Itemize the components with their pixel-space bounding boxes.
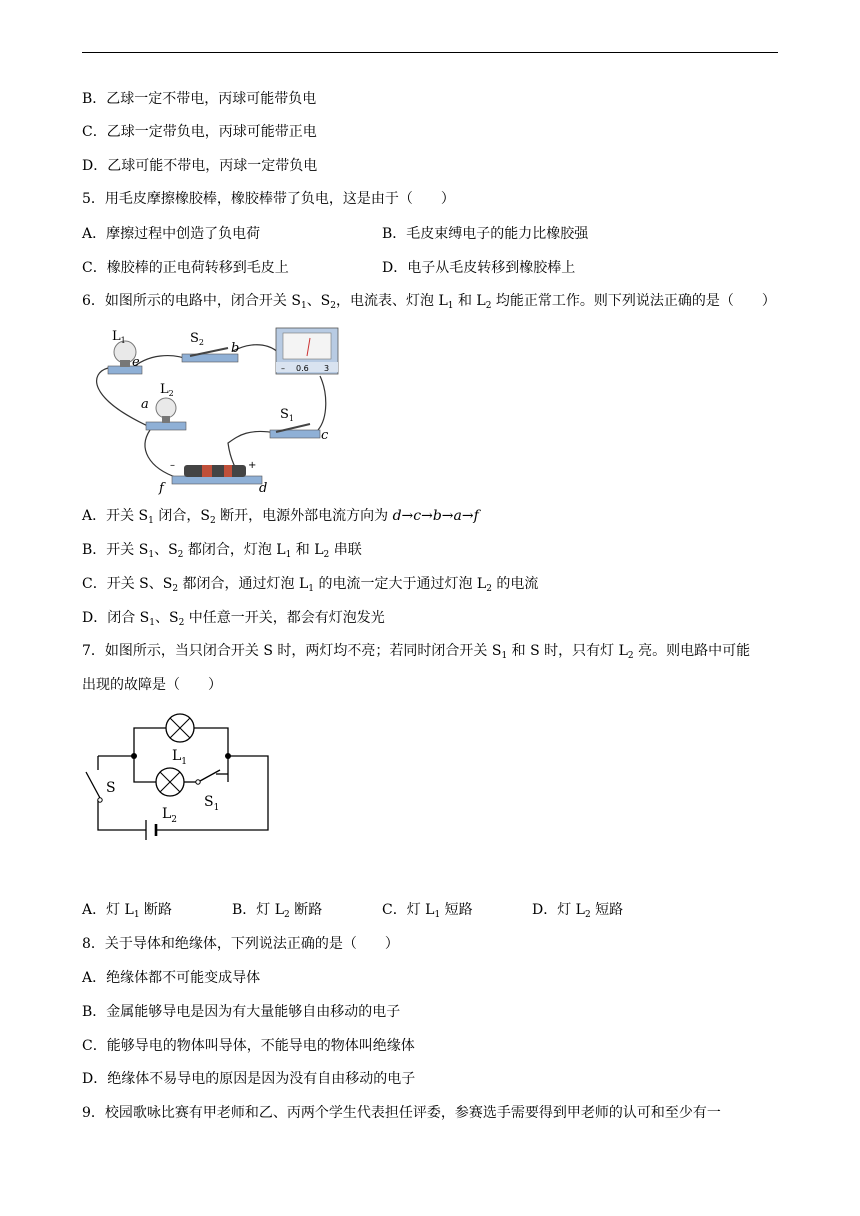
q6-label-s2: $S_2$ [190, 331, 204, 347]
q6-point-b: b [231, 341, 240, 356]
q7-stem-line1: 7．如图所示，当只闭合开关 S 时，两灯均不亮；若同时闭合开关 $S_1$ 和 S 时，只有灯 $L_2$ 亮。则电路中可能 [82, 643, 751, 661]
q7-option-a: A．灯 $L_1$ 断路 [82, 902, 173, 920]
q6-label-l2: $L_2$ [160, 382, 174, 398]
q6-label-s1: $S_1$ [280, 407, 294, 423]
q8-option-a: A．绝缘体都不可能变成导体 [82, 970, 261, 986]
q6-circuit-figure [78, 318, 350, 500]
q6-switch-s2 [182, 348, 238, 362]
q6-label-l1: $L_1$ [112, 329, 126, 345]
q8-option-c: C．能够导电的物体叫导体，不能导电的物体叫绝缘体 [82, 1038, 415, 1054]
q6-meter-06: 0.6 [296, 364, 309, 373]
q6-point-c: c [321, 428, 329, 443]
q4-option-c: C．乙球一定带负电，丙球可能带正电 [82, 124, 317, 140]
q7-battery [146, 820, 156, 840]
q5-option-c: C．橡胶棒的正电荷转移到毛皮上 [82, 260, 289, 276]
q5-option-a: A．摩擦过程中创造了负电荷 [82, 226, 261, 242]
q4-option-b: B．乙球一定不带电，丙球可能带负电 [82, 91, 317, 107]
q7-option-b: B．灯 $L_2$ 断路 [232, 902, 323, 920]
q6-lamp-l2 [146, 398, 186, 430]
q6-stem: 6．如图所示的电路中，闭合开关 $S_1$、$S_2$，电流表、灯泡 $L_1$ 和 $L_2$ 均能正常工作。则下列说法正确的是（ ） [82, 293, 776, 311]
q7-circuit-figure [80, 708, 280, 850]
q6-point-a: a [141, 397, 149, 412]
q7-label-l1: $L_1$ [172, 748, 188, 767]
q7-lamp-l1 [166, 714, 194, 742]
q6-point-f: f [159, 481, 164, 496]
q6-battery-minus: – [170, 460, 175, 471]
q7-option-d: D．灯 $L_2$ 短路 [532, 902, 624, 920]
q6-option-c: C．开关 S、$S_2$ 都闭合，通过灯泡 $L_1$ 的电流一定大于通过灯泡 $L_2$ 的电流 [82, 576, 539, 594]
q6-point-d: d [259, 481, 268, 496]
q6-switch-s1 [270, 424, 320, 438]
q7-switch-s [86, 772, 100, 798]
q4-option-d: D．乙球可能不带电，丙球一定带负电 [82, 158, 318, 174]
q7-lamp-l2 [156, 768, 184, 796]
q7-label-l2: $L_2$ [162, 806, 178, 825]
q8-option-b: B．金属能够导电是因为有大量能够自由移动的电子 [82, 1004, 401, 1020]
q6-meter-3: 3 [324, 364, 330, 373]
q5-stem: 5．用毛皮摩擦橡胶棒，橡胶棒带了负电，这是由于（ ） [82, 191, 455, 207]
q7-option-c: C．灯 $L_1$ 短路 [382, 902, 473, 920]
q5-option-d: D．电子从毛皮转移到橡胶棒上 [382, 260, 576, 276]
q6-option-b: B．开关 $S_1$、$S_2$ 都闭合，灯泡 $L_1$ 和 $L_2$ 串联 [82, 542, 362, 560]
q8-stem: 8．关于导体和绝缘体，下列说法正确的是（ ） [82, 936, 399, 952]
q6-meter-minus: – [281, 364, 285, 373]
q6-point-e: e [132, 355, 140, 370]
q7-stem-line2: 出现的故障是（ ） [82, 677, 222, 693]
q7-label-s1: $S_1$ [204, 794, 220, 813]
q6-battery-plus: + [248, 460, 257, 471]
q7-label-s: S [106, 780, 116, 796]
q6-option-a: A．开关 $S_1$ 闭合，$S_2$ 断开，电源外部电流方向为 d→c→b→a→f [82, 508, 479, 526]
q6-option-d: D．闭合 $S_1$、$S_2$ 中任意一开关，都会有灯泡发光 [82, 610, 385, 628]
q8-option-d: D．绝缘体不易导电的原因是因为没有自由移动的电子 [82, 1071, 416, 1087]
q5-option-b: B．毛皮束缚电子的能力比橡胶强 [382, 226, 589, 242]
q7-switch-s1 [200, 770, 220, 781]
header-rule [82, 52, 778, 53]
q9-stem: 9．校园歌咏比赛有甲老师和乙、丙两个学生代表担任评委，参赛选手需要得到甲老师的认可和至少有一 [82, 1105, 721, 1121]
